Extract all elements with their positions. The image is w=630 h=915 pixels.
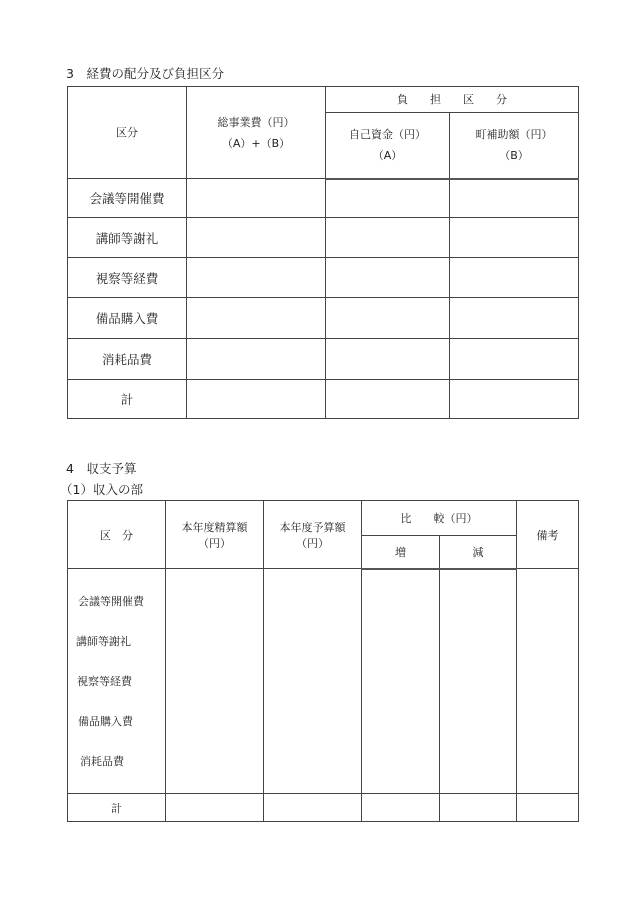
row-label: 備品購入費 bbox=[68, 298, 187, 339]
header-self-funds-line1: 自己資金（円） bbox=[349, 128, 426, 142]
header-burden-group: 負 担 区 分 bbox=[326, 87, 579, 113]
header-town-subsidy bbox=[450, 113, 579, 179]
section4-subheading: （1）収入の部 bbox=[60, 482, 143, 497]
row-label: 講師等謝礼 bbox=[68, 218, 187, 258]
cell-increase[interactable] bbox=[362, 569, 440, 794]
table-row bbox=[68, 179, 579, 218]
cell-remarks[interactable] bbox=[517, 569, 579, 794]
header-decrease: 減 bbox=[440, 536, 517, 569]
table-row bbox=[68, 258, 579, 298]
table-row-total bbox=[68, 794, 579, 822]
cell-total[interactable] bbox=[187, 298, 326, 339]
cell-total[interactable] bbox=[187, 380, 326, 419]
cell-self[interactable] bbox=[326, 218, 450, 258]
header-settled-amount bbox=[166, 501, 264, 569]
header-total-cost bbox=[187, 87, 326, 179]
row-label: 計 bbox=[68, 380, 187, 419]
cell-total[interactable] bbox=[187, 258, 326, 298]
header-settled-line1: 本年度精算額 bbox=[181, 520, 248, 534]
header-total-cost-line1: 総事業費（円） bbox=[217, 115, 295, 129]
cell-total[interactable] bbox=[187, 339, 326, 380]
row-label: 視察等経費 bbox=[68, 258, 187, 298]
table-row bbox=[68, 218, 579, 258]
cell-increase[interactable] bbox=[362, 794, 440, 822]
header-comparison-group: 比 較（円） bbox=[362, 501, 517, 536]
table-row-items bbox=[68, 569, 579, 794]
cell-subsidy[interactable] bbox=[450, 339, 579, 380]
header-increase: 増 bbox=[362, 536, 440, 569]
table-row-total bbox=[68, 380, 579, 419]
header-budget-amount bbox=[264, 501, 362, 569]
cell-settled[interactable] bbox=[166, 569, 264, 794]
cell-subsidy[interactable] bbox=[450, 380, 579, 419]
cell-budget[interactable] bbox=[264, 794, 362, 822]
cell-budget[interactable] bbox=[264, 569, 362, 794]
cell-settled[interactable] bbox=[166, 794, 264, 822]
header-budget-line2: （円） bbox=[296, 536, 329, 550]
expense-allocation-table bbox=[67, 86, 579, 419]
header-kubun: 区 分 bbox=[68, 501, 166, 569]
row-label: 会議等開催費 bbox=[78, 595, 144, 608]
cell-subsidy[interactable] bbox=[450, 218, 579, 258]
header-self-funds-line2: （A） bbox=[372, 149, 403, 163]
row-label: 視察等経費 bbox=[77, 675, 132, 688]
cell-self[interactable] bbox=[326, 380, 450, 419]
header-town-subsidy-line1: 町補助額（円） bbox=[475, 128, 553, 142]
header-total-cost-line2: （A）+（B） bbox=[221, 136, 291, 150]
row-label: 会議等開催費 bbox=[68, 179, 187, 218]
section4-heading: 4 収支予算 bbox=[66, 461, 137, 476]
cell-self[interactable] bbox=[326, 258, 450, 298]
cell-subsidy[interactable] bbox=[450, 298, 579, 339]
row-label: 消耗品費 bbox=[80, 755, 124, 768]
row-label: 消耗品費 bbox=[68, 339, 187, 380]
header-kubun: 区分 bbox=[68, 87, 187, 179]
row-labels-cell bbox=[68, 569, 166, 794]
cell-total[interactable] bbox=[187, 179, 326, 218]
header-town-subsidy-line2: （B） bbox=[499, 149, 529, 163]
header-budget-line1: 本年度予算額 bbox=[279, 520, 346, 534]
cell-subsidy[interactable] bbox=[450, 179, 579, 218]
header-remarks: 備考 bbox=[517, 501, 579, 569]
cell-self[interactable] bbox=[326, 298, 450, 339]
cell-remarks[interactable] bbox=[517, 794, 579, 822]
row-label: 備品購入費 bbox=[78, 715, 133, 728]
section3-heading: 3 経費の配分及び負担区分 bbox=[66, 66, 224, 81]
cell-total[interactable] bbox=[187, 218, 326, 258]
table-row bbox=[68, 298, 579, 339]
cell-subsidy[interactable] bbox=[450, 258, 579, 298]
row-label-total: 計 bbox=[68, 794, 166, 822]
table-row bbox=[68, 339, 579, 380]
header-self-funds bbox=[326, 113, 450, 179]
cell-decrease[interactable] bbox=[440, 569, 517, 794]
cell-self[interactable] bbox=[326, 339, 450, 380]
row-label: 講師等謝礼 bbox=[76, 635, 131, 648]
cell-self[interactable] bbox=[326, 179, 450, 218]
header-settled-line2: （円） bbox=[198, 536, 231, 550]
income-budget-table bbox=[67, 500, 579, 822]
cell-decrease[interactable] bbox=[440, 794, 517, 822]
